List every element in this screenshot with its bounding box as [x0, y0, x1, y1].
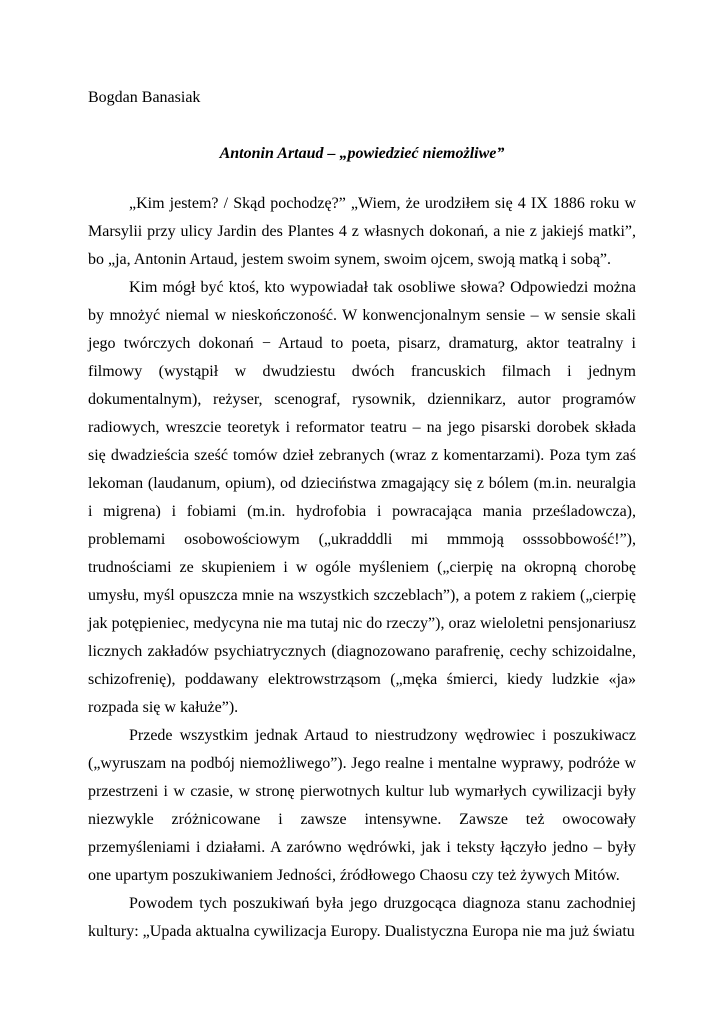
author-name: Bogdan Banasiak: [88, 89, 201, 106]
paragraph-2: Kim mógł być ktoś, kto wypowiadał tak osobliwe słowa? Odpowiedzi można by mnożyć niemal w nieskończoność. W konwencjonalnym sensie – w sensie skali jego twórczych dokonań − Artaud to poeta, pisarz, dramaturg, aktor teatralny i filmowy (wystąpił w dwudziestu dwóch francuskich filmach i jednym dokumentalnym), reżyser, scenograf, rysownik, dziennikarz, autor programów radiowych, wreszcie teoretyk i reformator teatru – na jego pisarski dorobek składa się dwadzieścia sześć tomów dzieł zebranych (wraz z komentarzami). Poza tym zaś lekoman (laudanum, opium), od dzieciństwa zmagający się z bólem (m.in. neuralgia i migrena) i fobiami (m.in. hydrofobia i powracająca mania prześladowcza), problemami osobowościowym („ukradddli mi mmmoją osssobbowość!”), trudnościami ze skupieniem i w ogóle myśleniem („cierpię na okropną chorobę umysłu, myśl opuszcza mnie na wszystkich szczeblach”), a potem z rakiem („cierpię jak potępieniec, medycyna nie ma tutaj nic do rzeczy”), oraz wieloletni pensjonariusz licznych zakładów psychiatrycznych (diagnozowano parafrenię, cechy schizoidalne, schizofrenię), poddawany elektrowstrząsom („męka śmierci, kiedy ludzkie «ja» rozpada się w kałuże”).: [88, 279, 636, 716]
paragraph-1: „Kim jestem? / Skąd pochodzę?” „Wiem, że urodziłem się 4 IX 1886 roku w Marsylii przy ulicy Jardin des Plantes 4 z własnych dokonań, a nie z jakiejś matki”, bo „ja, Antonin Artaud, jestem swoim synem, swoim ojcem, swoją matką i sobą”.: [88, 195, 636, 268]
document-title: Antonin Artaud – „powiedzieć niemożliwe”: [219, 145, 505, 162]
paragraph-3: Przede wszystkim jednak Artaud to niestrudzony wędrowiec i poszukiwacz („wyruszam na podbój niemożliwego”). Jego realne i mentalne wyprawy, podróże w przestrzeni i w czasie, w stronę pierwotnych kultur lub wymarłych cywilizacji były niezwykle zróżnicowane i zawsze intensywne. Zawsze też owocowały przemyśleniami i działami. A zarówno wędrówki, jak i teksty łączyło jedno – były one upartym poszukiwaniem Jedności, źródłowego Chaosu czy też żywych Mitów.: [88, 727, 636, 884]
document-body: [88, 190, 636, 946]
paragraph-4: Powodem tych poszukiwań była jego druzgocąca diagnoza stanu zachodniej kultury: „Upada aktualna cywilizacja Europy. Dualistyczna Europa nie ma już światu: [88, 895, 636, 940]
